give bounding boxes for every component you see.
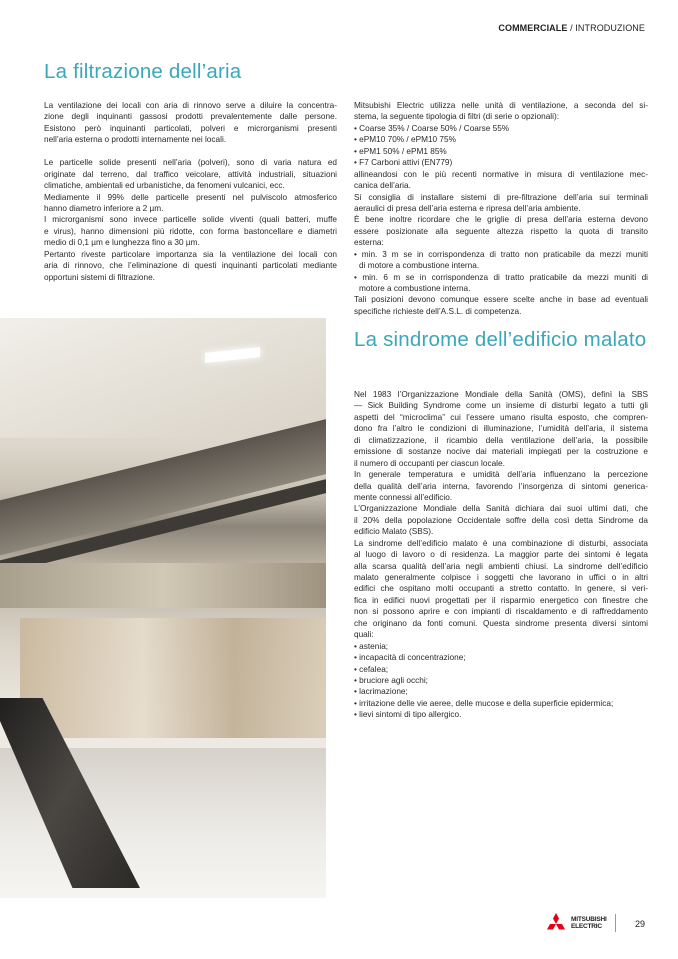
paragraph-line: climatiche, ambientali ed urbanistiche, da fenomeni vulcanici, ecc. xyxy=(44,181,285,191)
paragraph-line: Mediamente il 99% delle particelle presenti nel pulviscolo atmosferico xyxy=(44,192,337,202)
paragraph-line: il 20% della popolazione Occidentale soffre della così detta Sindrome da xyxy=(354,515,648,525)
paragraph-line: medio di 0,1 µm e lunghezza fino a 30 µm. xyxy=(44,238,200,248)
footer-divider xyxy=(615,914,616,932)
paragraph-line: al luogo di lavoro o di residenza. La maggior parte dei sintomi è legata xyxy=(354,550,648,560)
paragraph-line: emissione di sostanze nocive dai materiali impiegati per la costruzione e xyxy=(354,447,648,457)
paragraph-line: aria di rinnovo, che l’eliminazione di questi inquinanti particolati mediante xyxy=(44,261,337,271)
paragraph-line: aeraulici di presa dell’aria esterna e ripresa dell’aria ambiente. xyxy=(354,203,581,213)
bullet-item: • irritazione delle vie aeree, delle mucose e della superficie epidermica; xyxy=(354,698,614,708)
paragraph-line: L’Organizzazione Mondiale della Sanità dichiara dai suoi ultimi dati, che xyxy=(354,504,648,514)
paragraph-line: hanno diametro inferiore a 2 µm. xyxy=(44,203,164,213)
title-filtrazione: La filtrazione dell’aria xyxy=(44,60,242,83)
bullet-item: • min. 3 m se in corrispondenza di tratto non praticabile da mezzi muniti xyxy=(354,249,648,259)
paragraph-line: esterna: xyxy=(354,238,384,248)
bullet-item: • ePM1 50% / ePM1 85% xyxy=(354,146,447,156)
title-sindrome: La sindrome dell’edificio malato xyxy=(354,328,647,351)
paragraph-line: La ventilazione dei locali con aria di rinnovo serve a diluire la concentra- xyxy=(44,101,337,110)
paragraph-line: Pertanto riveste particolare importanza sia la ventilazione dei locali con xyxy=(44,249,337,259)
bullet-item: • incapacità di concentrazione; xyxy=(354,653,466,663)
shopping-mall-photo xyxy=(0,318,326,898)
paragraph-line: che originano da fonti comuni. Questa sindrome presenta diversi sintomi xyxy=(354,618,648,628)
paragraph-line: opportuni sistemi di filtrazione. xyxy=(44,272,155,282)
paragraph-line: dono fra l’altro le condizioni di illuminazione, l’umidità dell’aria, il sistema xyxy=(354,424,648,434)
paragraph-line: essere posizionate alla seguente altezza rispetto la quota di transito xyxy=(354,226,648,236)
paragraph-line: Si consiglia di installare sistemi di pre-filtrazione dell’aria sui terminali xyxy=(354,192,648,202)
right-column-text xyxy=(354,100,648,317)
paragraph-line: della qualità dell’aria interna, favorendo l’insorgenza di sintomi generica- xyxy=(354,481,648,491)
paragraph-line: In generale temperatura e umidità dell’aria influenzano la percezione xyxy=(354,470,648,480)
paragraph-line: originate dal terreno, dal traffico veicolare, attività industriali, situazioni xyxy=(44,169,337,179)
paragraph-line: Mitsubishi Electric utilizza nelle unità di ventilazione, a seconda del si- xyxy=(354,101,648,110)
left-column-text xyxy=(44,100,337,283)
paragraph-line: È bene inoltre ricordare che le griglie di presa dell’aria esterna devono xyxy=(354,215,648,225)
paragraph-line: il numero di occupanti per ciascun locale. xyxy=(354,458,505,468)
paragraph-line: specifiche richieste dell’A.S.L. di competenza. xyxy=(354,306,522,316)
bullet-item: • Coarse 35% / Coarse 50% / Coarse 55% xyxy=(354,123,510,133)
paragraph-line: nell’aria esterna o prodotti internamente nei locali. xyxy=(44,135,227,145)
subsection-label: INTRODUZIONE xyxy=(575,23,645,33)
bullet-item: • astenia; xyxy=(354,641,389,651)
bullet-item: • cefalea; xyxy=(354,664,389,674)
page-number: 29 xyxy=(635,919,646,929)
paragraph-line: di motore a combustione interna. xyxy=(359,261,480,271)
header-separator: / xyxy=(567,23,576,33)
paragraph-line: motore a combustione interna. xyxy=(359,284,471,293)
paragraph-line: Le particelle solide presenti nell’aria (polveri), sono di varia natura ed xyxy=(44,158,337,168)
bullet-item: • bruciore agli occhi; xyxy=(354,675,428,685)
paragraph-line: La sindrome dell’edificio malato è una combinazione di disturbi, associata xyxy=(354,538,648,548)
paragraph-line: aspetti del “microclima” cui l’essere umano risulta esposto, che compren- xyxy=(354,412,648,422)
paragraph-line: e virus), hanno dimensioni più ridotte, con forma bastoncellare e diametri xyxy=(44,226,337,236)
sindrome-text xyxy=(354,389,648,721)
paragraph-line: zione degli inquinanti gassosi prodotti prevalentemente dalle persone. xyxy=(44,112,337,122)
paragraph-line: di climatizzazione, il ricambio della ventilazione dell’aria, la possibile xyxy=(354,435,648,445)
paragraph-line: fica in edifici nuovi progettati per il risparmio energetico con finestre che xyxy=(354,595,648,605)
bullet-item: • lacrimazione; xyxy=(354,687,408,697)
paragraph-line: quali: xyxy=(354,630,374,640)
bullet-item: • lievi sintomi di tipo allergico. xyxy=(354,710,462,720)
paragraph-line: edificio Malato (SBS). xyxy=(354,527,434,537)
paragraph-line: Esistono però inquinanti particolati, polveri e microrganismi presenti xyxy=(44,123,337,133)
paragraph-line: canica dell’aria. xyxy=(354,181,411,191)
bullet-item: • ePM10 70% / ePM10 75% xyxy=(354,135,456,145)
paragraph-line: Tali posizioni devono comunque essere scelte anche in base ad eventuali xyxy=(354,295,648,305)
paragraph-line: edifici che ospitano molti occupanti a stretto contatto. In genere, si veri- xyxy=(354,584,648,594)
bullet-item: • F7 Carboni attivi (EN779) xyxy=(354,158,453,168)
mitsubishi-electric-logo: MITSUBISHI ELECTRIC xyxy=(545,913,607,933)
paragraph-line: mente connessi all’edificio. xyxy=(354,492,453,502)
paragraph-line: allineandosi con le più recenti normative in misura di ventilazione mec- xyxy=(354,169,648,179)
paragraph-line: I microrganismi sono invece particelle solide viventi (quali batteri, muffe xyxy=(44,215,337,225)
paragraph-line: alla scarsa qualità dell’aria negli ambienti chiusi. La sindrome dell’edificio xyxy=(354,561,648,571)
section-label: COMMERCIALE xyxy=(498,23,568,33)
paragraph-line: Nel 1983 l’Organizzazione Mondiale della Sanità (OMS), definì la SBS xyxy=(354,390,648,399)
bullet-item: • min. 6 m se in corrispondenza di tratto praticabile da mezzi muniti di xyxy=(354,272,648,282)
three-diamonds-icon xyxy=(545,913,567,933)
paragraph-line: malato generalmente colpisce i soggetti che lavorano in uffici o in altri xyxy=(354,573,648,582)
paragraph-line: non si possono aprire e con impianti di riscaldamento e di raffreddamento xyxy=(354,607,648,617)
paragraph-line: — Sick Building Syndrome come un insieme di disturbi legato a tutti gli xyxy=(354,401,648,411)
paragraph-line: stema, la seguente tipologia di filtri (di serie o opzionali): xyxy=(354,112,559,122)
section-header xyxy=(498,23,645,33)
